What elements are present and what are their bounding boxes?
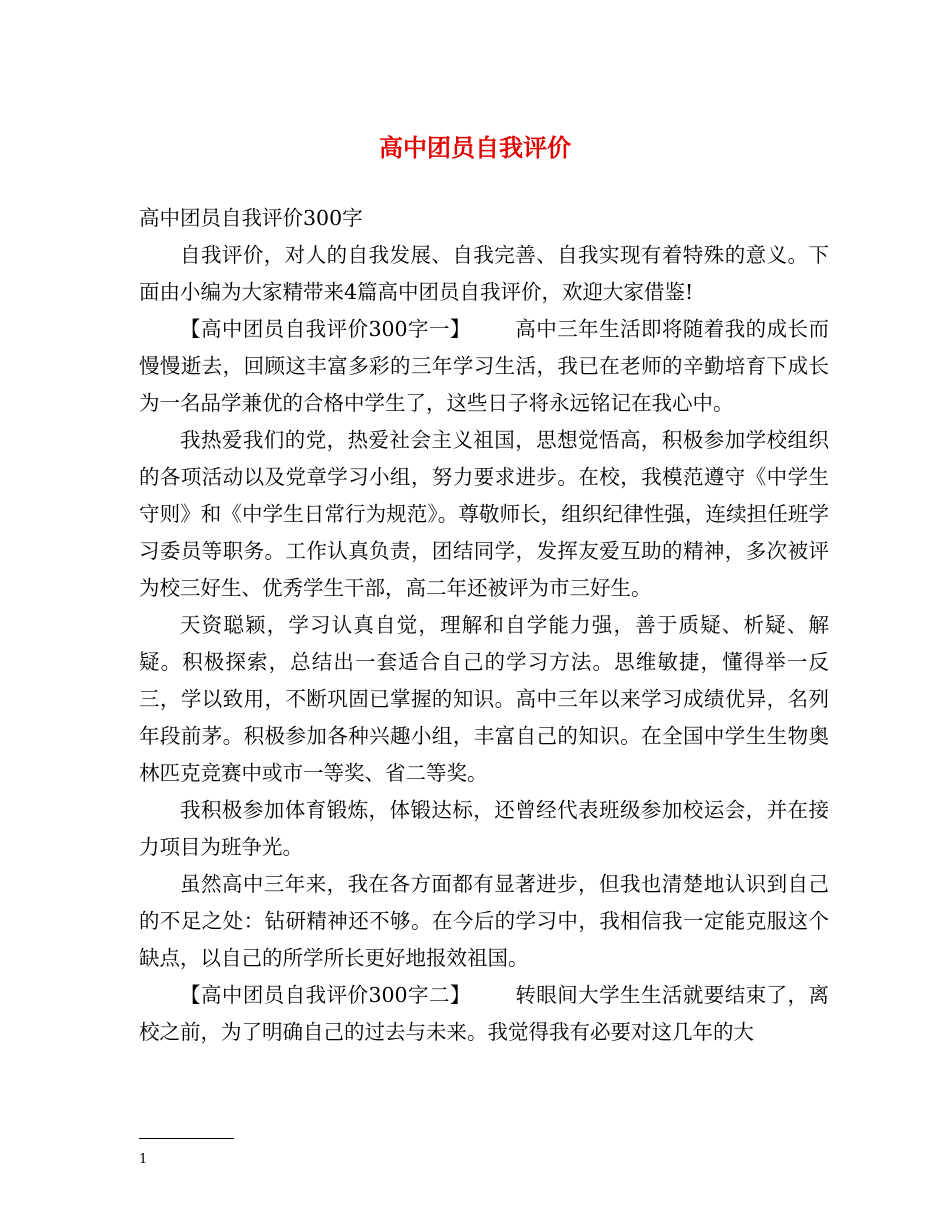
intro-paragraph: 自我评价，对人的自我发展、自我完善、自我实现有着特殊的意义。下面由小编为大家精带来4篇高中团员自我评价，欢迎大家借鉴! bbox=[139, 243, 829, 304]
paragraph-4: 我积极参加体育锻炼，体锻达标，还曾经代表班级参加校运会，并在接力项目为班争光。 bbox=[139, 798, 829, 859]
footer-divider bbox=[139, 1138, 234, 1139]
section2-heading: 【高中团员自我评价300字二】 bbox=[180, 983, 471, 1007]
section1-paragraph bbox=[139, 311, 829, 422]
document-title: 高中团员自我评价 bbox=[379, 133, 571, 162]
page-number: 1 bbox=[139, 1152, 148, 1167]
section1-heading: 【高中团员自我评价300字一】 bbox=[180, 317, 471, 341]
section1-text: 高中三年生活即将随着我的成长而慢慢逝去，回顾这丰富多彩的三年学习生活，我已在老师的辛勤培育下成长为一名品学兼优的合格中学生了，这些日子将永远铭记在我心中。 bbox=[139, 317, 829, 415]
paragraph-3: 天资聪颖，学习认真自觉，理解和自学能力强，善于质疑、析疑、解疑。积极探索，总结出一套适合自己的学习方法。思维敏捷，懂得举一反三，学以致用，不断巩固已掌握的知识。高中三年以来学习成绩优异，名列年段前茅。积极参加各种兴趣小组，丰富自己的知识。在全国中学生生物奥林匹克竞赛中或市一等奖、省二等奖。 bbox=[139, 613, 829, 785]
document-body bbox=[139, 200, 829, 1051]
paragraph-2: 我热爱我们的党，热爱社会主义祖国，思想觉悟高，积极参加学校组织的各项活动以及党章学习小组，努力要求进步。在校，我模范遵守《中学生守则》和《中学生日常行为规范》。尊敬师长，组织纪律性强，连续担任班学习委员等职务。工作认真负责，团结同学，发挥友爱互助的精神，多次被评为校三好生、优秀学生干部，高二年还被评为市三好生。 bbox=[139, 428, 829, 600]
section2-paragraph bbox=[139, 977, 829, 1051]
section2-text: 转眼间大学生生活就要结束了，离校之前，为了明确自己的过去与未来。我觉得我有必要对这几年的大 bbox=[139, 983, 829, 1044]
document-subtitle: 高中团员自我评价300字 bbox=[139, 206, 363, 230]
paragraph-5: 虽然高中三年来，我在各方面都有显著进步，但我也清楚地认识到自己的不足之处：钻研精神还不够。在今后的学习中，我相信我一定能克服这个缺点，以自己的所学所长更好地报效祖国。 bbox=[139, 872, 829, 970]
